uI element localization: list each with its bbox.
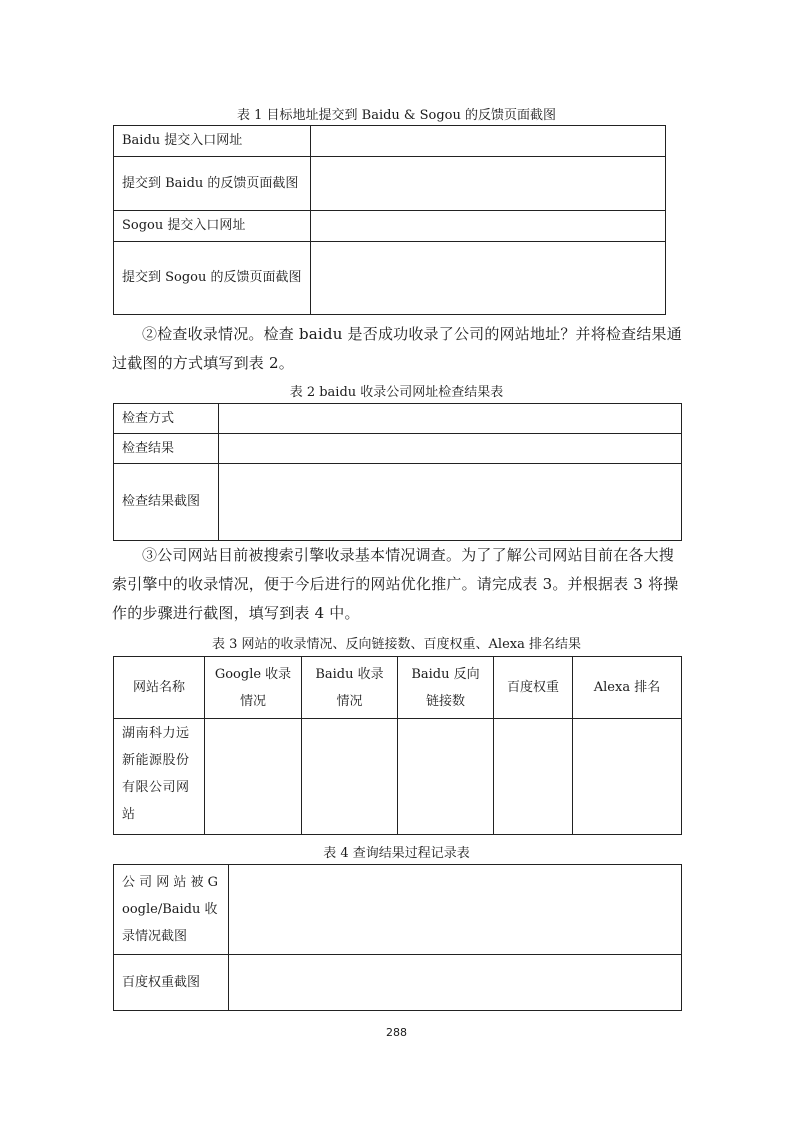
site-name-cell: 湖南科力远新能源股份有限公司网站 bbox=[114, 719, 205, 835]
paragraph-survey bbox=[112, 541, 682, 628]
table1-label: 提交到 Sogou 的反馈页面截图 bbox=[114, 242, 311, 315]
table1-value-cell[interactable] bbox=[311, 157, 666, 211]
table1 bbox=[113, 125, 666, 315]
table1-label: 提交到 Baidu 的反馈页面截图 bbox=[114, 157, 311, 211]
table1-label: Sogou 提交入口网址 bbox=[114, 211, 311, 242]
paragraph-text: ②检查收录情况。检查 baidu 是否成功收录了公司的网站地址？并将检查结果通过截图的方式填写到表 2。 bbox=[112, 325, 682, 372]
header-alexa-rank: Alexa 排名 bbox=[573, 657, 682, 719]
table2-label: 检查结果截图 bbox=[114, 464, 219, 541]
table-row bbox=[114, 955, 682, 1011]
table-row bbox=[114, 242, 666, 315]
table2-label: 检查结果 bbox=[114, 434, 219, 464]
table2 bbox=[113, 403, 682, 541]
table2-label: 检查方式 bbox=[114, 404, 219, 434]
table3-caption: 表 3 网站的收录情况、反向链接数、百度权重、Alexa 排名结果 bbox=[212, 637, 581, 652]
header-baidu-backlinks: Baidu 反向链接数 bbox=[398, 657, 494, 719]
table4-value-cell[interactable] bbox=[229, 865, 682, 955]
table2-value-cell[interactable] bbox=[219, 464, 682, 541]
header-site-name: 网站名称 bbox=[114, 657, 205, 719]
table-row bbox=[114, 865, 682, 955]
table2-caption: 表 2 baidu 收录公司网址检查结果表 bbox=[289, 385, 504, 400]
paragraph-check-indexing bbox=[112, 320, 682, 378]
table-row bbox=[114, 404, 682, 434]
page-number: 288 bbox=[386, 1026, 407, 1039]
table1-caption: 表 1 目标地址提交到 Baidu & Sogou 的反馈页面截图 bbox=[236, 108, 557, 123]
table-row bbox=[114, 719, 682, 835]
header-baidu-weight: 百度权重 bbox=[494, 657, 573, 719]
table3 bbox=[113, 656, 682, 835]
table2-value-cell[interactable] bbox=[219, 434, 682, 464]
table-row bbox=[114, 126, 666, 157]
table1-value-cell[interactable] bbox=[311, 242, 666, 315]
table-row bbox=[114, 434, 682, 464]
baidu-indexing-cell[interactable] bbox=[302, 719, 398, 835]
table1-label: Baidu 提交入口网址 bbox=[114, 126, 311, 157]
table4-caption: 表 4 查询结果过程记录表 bbox=[323, 846, 470, 861]
header-google-indexing: Google 收录情况 bbox=[205, 657, 302, 719]
paragraph-text: ③公司网站目前被搜索引擎收录基本情况调查。为了了解公司网站目前在各大搜索引擎中的收录情况，便于今后进行的网站优化推广。请完成表 3。并根据表 3 将操作的步骤进行截图，填写到表 4 中。 bbox=[112, 546, 679, 622]
table2-value-cell[interactable] bbox=[219, 404, 682, 434]
header-baidu-indexing: Baidu 收录情况 bbox=[302, 657, 398, 719]
table4 bbox=[113, 864, 682, 1011]
table4-label: 百度权重截图 bbox=[114, 955, 229, 1011]
table1-value-cell[interactable] bbox=[311, 211, 666, 242]
baidu-weight-cell[interactable] bbox=[494, 719, 573, 835]
table-row bbox=[114, 157, 666, 211]
table-row bbox=[114, 211, 666, 242]
alexa-rank-cell[interactable] bbox=[573, 719, 682, 835]
table4-value-cell[interactable] bbox=[229, 955, 682, 1011]
baidu-backlinks-cell[interactable] bbox=[398, 719, 494, 835]
table1-value-cell[interactable] bbox=[311, 126, 666, 157]
table-row bbox=[114, 464, 682, 541]
google-indexing-cell[interactable] bbox=[205, 719, 302, 835]
table4-label: 公 司 网 站 被 Google/Baidu 收录情况截图 bbox=[114, 865, 229, 955]
table-header-row bbox=[114, 657, 682, 719]
